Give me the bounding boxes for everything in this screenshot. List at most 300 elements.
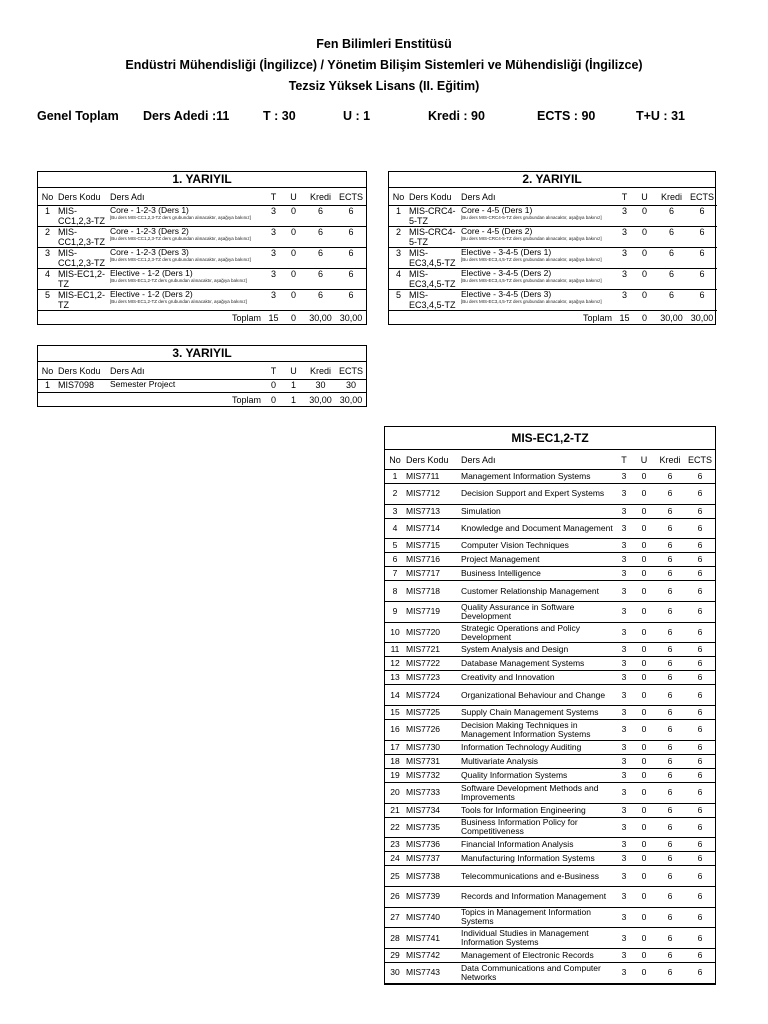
course-name: Manufacturing Information Systems — [461, 853, 595, 864]
course-code: MIS7724 — [406, 689, 441, 700]
course-kredi: 6 — [317, 248, 323, 258]
course-t: 3 — [621, 585, 627, 596]
summary-ects: ECTS : 90 — [537, 109, 596, 123]
course-kredi: 6 — [668, 206, 674, 216]
course-row — [389, 206, 717, 227]
col-kredi: Kredi — [656, 188, 687, 206]
course-u: 0 — [641, 523, 647, 534]
course-u: 1 — [290, 380, 296, 390]
institute-title: Fen Bilimleri Enstitüsü — [316, 37, 452, 51]
course-code: MIS7732 — [406, 769, 441, 780]
semester-2-table — [388, 171, 716, 325]
course-code: MIS7098 — [58, 380, 95, 390]
elective-row — [385, 886, 715, 907]
course-u: 0 — [641, 585, 647, 596]
course-row — [38, 380, 366, 393]
course-t: 3 — [621, 505, 627, 516]
elective-title: MIS-EC1,2-TZ — [385, 427, 715, 450]
elective-row — [385, 622, 715, 643]
col-u: U — [633, 450, 655, 470]
course-u: 0 — [641, 707, 647, 718]
course-row — [389, 227, 717, 248]
course-name: Decision Support and Expert Systems — [461, 488, 605, 499]
course-ects: 6 — [697, 707, 703, 718]
course-ects: 6 — [697, 787, 703, 798]
elective-row — [385, 657, 715, 671]
summary-u: U : 1 — [343, 109, 371, 123]
course-ects: 6 — [697, 488, 703, 499]
course-no: 12 — [390, 658, 400, 669]
course-name: Quality Information Systems — [461, 769, 568, 780]
col-kredi: Kredi — [305, 188, 336, 206]
course-ects: 6 — [697, 839, 703, 850]
course-note: [Bu ders MIS-EC1,2-TZ ders grubundan alınacaktır, aşağıya bakınız] — [110, 278, 247, 283]
course-no: 29 — [390, 949, 400, 960]
course-no: 2 — [392, 488, 398, 499]
course-note: [Bu ders MIS-EC3,4,5-TZ ders grubundan alınacaktır, aşağıya bakınız] — [461, 257, 602, 262]
course-kredi: 6 — [667, 644, 673, 655]
course-name: Software Development Methods and Improvements — [461, 782, 599, 802]
course-no: 9 — [392, 606, 398, 617]
summary-bar — [37, 109, 737, 125]
elective-row — [385, 504, 715, 518]
course-kredi: 6 — [667, 839, 673, 850]
course-no: 15 — [390, 707, 400, 718]
course-name: Topics in Management Information Systems — [461, 907, 591, 927]
elective-row — [385, 470, 715, 484]
course-t: 3 — [621, 932, 627, 943]
course-no: 22 — [390, 821, 400, 832]
course-u: 0 — [290, 206, 296, 216]
total-row — [38, 311, 366, 325]
program-title: Endüstri Mühendisliği (İngilizce) / Yönetim Bilişim Sistemleri ve Mühendisliği (İngilizce) — [125, 58, 643, 72]
course-row — [389, 269, 717, 290]
course-note: [Bu ders MIS-CRC4-5-TZ ders grubundan alınacaktır, aşağıya bakınız] — [461, 236, 602, 241]
course-name: Computer Vision Techniques — [461, 540, 569, 551]
elective-row — [385, 782, 715, 803]
course-ects: 6 — [699, 206, 705, 216]
course-kredi: 6 — [667, 471, 673, 481]
course-name: Elective - 3-4-5 (Ders 1) — [461, 247, 552, 257]
elective-row — [385, 484, 715, 505]
course-row — [38, 227, 366, 248]
course-name: Supply Chain Management Systems — [461, 707, 599, 718]
course-t: 3 — [270, 290, 276, 300]
course-ects: 6 — [697, 505, 703, 516]
summary-tu: T+U : 31 — [636, 109, 685, 123]
course-name-cell — [460, 248, 616, 269]
course-kredi: 6 — [667, 568, 673, 579]
course-no: 26 — [390, 891, 400, 902]
course-t: 3 — [621, 206, 627, 216]
course-u: 0 — [641, 949, 647, 960]
course-ects: 6 — [697, 689, 703, 700]
elective-row — [385, 539, 715, 553]
course-name: Core - 1-2-3 (Ders 1) — [110, 205, 189, 215]
course-code: MIS7720 — [406, 627, 441, 638]
course-ects: 6 — [697, 658, 703, 669]
col-t: T — [265, 362, 282, 380]
course-code: MIS7718 — [406, 585, 441, 596]
course-ects: 6 — [697, 755, 703, 766]
course-kredi: 6 — [667, 755, 673, 766]
course-no: 13 — [390, 672, 400, 683]
course-u: 0 — [641, 787, 647, 798]
course-kredi: 6 — [668, 290, 674, 300]
course-name-cell — [460, 290, 616, 311]
total-u: 0 — [641, 312, 647, 323]
course-name: Project Management — [461, 554, 540, 565]
summary-ders-adedi: Ders Adedi :11 — [143, 109, 230, 123]
course-kredi: 6 — [667, 911, 673, 922]
course-code: MIS-CC1,2,3-TZ — [58, 227, 106, 247]
course-u: 0 — [641, 269, 647, 279]
course-u: 0 — [290, 290, 296, 300]
course-u: 0 — [641, 606, 647, 617]
course-ects: 6 — [697, 523, 703, 534]
course-row — [389, 248, 717, 269]
elective-row — [385, 671, 715, 685]
course-no: 2 — [44, 227, 50, 237]
sem2-title: 2. YARIYIL — [389, 172, 715, 188]
course-name: Core - 4-5 (Ders 1) — [461, 205, 533, 215]
course-u: 0 — [641, 248, 647, 258]
course-u: 0 — [641, 821, 647, 832]
course-kredi: 6 — [667, 853, 673, 864]
col-t: T — [265, 188, 282, 206]
course-kredi: 6 — [667, 724, 673, 735]
elective-row — [385, 740, 715, 754]
course-code: MIS7740 — [406, 911, 441, 922]
course-ects: 6 — [697, 911, 703, 922]
course-t: 3 — [621, 627, 627, 638]
col-ects: ECTS — [687, 188, 717, 206]
course-no: 23 — [390, 839, 400, 850]
course-t: 3 — [621, 967, 627, 978]
elective-row — [385, 643, 715, 657]
course-ects: 6 — [348, 227, 354, 237]
course-ects: 6 — [348, 248, 354, 258]
course-t: 3 — [621, 949, 627, 960]
course-note: [Bu ders MIS-CC1,2,3-TZ ders grubundan alınacaktır, aşağıya bakınız] — [110, 215, 251, 220]
semester-1-table — [37, 171, 367, 325]
col-t: T — [616, 188, 633, 206]
course-t: 3 — [621, 804, 627, 815]
col-u: U — [633, 188, 656, 206]
course-kredi: 6 — [668, 248, 674, 258]
course-t: 3 — [621, 741, 627, 752]
elective-row — [385, 706, 715, 720]
course-ects: 30 — [345, 380, 356, 390]
col-u: U — [282, 362, 305, 380]
course-name-cell — [460, 227, 616, 248]
course-t: 3 — [621, 755, 627, 766]
course-u: 0 — [641, 853, 647, 864]
course-u: 0 — [641, 672, 647, 683]
course-name: Organizational Behaviour and Change — [461, 689, 606, 700]
elective-row — [385, 907, 715, 928]
course-name-cell — [109, 269, 265, 290]
col-kod: Ders Kodu — [405, 450, 460, 470]
course-u: 0 — [641, 689, 647, 700]
course-no: 6 — [392, 554, 398, 565]
course-name: Financial Information Analysis — [461, 839, 574, 850]
course-t: 3 — [621, 891, 627, 902]
course-ects: 6 — [697, 568, 703, 579]
course-no: 30 — [390, 967, 400, 978]
course-u: 0 — [641, 741, 647, 752]
course-name: Core - 1-2-3 (Ders 2) — [110, 226, 189, 236]
course-note: [Bu ders MIS-EC3,4,5-TZ ders grubundan alınacaktır, aşağıya bakınız] — [461, 299, 602, 304]
course-u: 0 — [641, 967, 647, 978]
course-u: 0 — [641, 839, 647, 850]
course-code: MIS7712 — [406, 488, 441, 499]
course-ects: 6 — [348, 269, 354, 279]
course-name: Quality Assurance in Software Development — [461, 601, 575, 621]
course-code: MIS-EC1,2-TZ — [58, 269, 106, 289]
summary-kredi: Kredi : 90 — [428, 109, 485, 123]
elective-row — [385, 581, 715, 602]
course-u: 0 — [641, 290, 647, 300]
course-kredi: 6 — [667, 787, 673, 798]
course-no: 17 — [390, 741, 400, 752]
course-code: MIS7741 — [406, 932, 441, 943]
course-t: 3 — [621, 248, 627, 258]
col-ad: Ders Adı — [460, 450, 615, 470]
course-no: 3 — [44, 248, 50, 258]
sem3-title: 3. YARIYIL — [38, 346, 366, 362]
course-name: Database Management Systems — [461, 658, 585, 669]
course-name: Decision Making Techniques in Management Information Systems — [461, 719, 591, 739]
course-kredi: 6 — [668, 227, 674, 237]
course-kredi: 6 — [668, 269, 674, 279]
course-no: 5 — [44, 290, 50, 300]
course-name: Data Communications and Computer Networks — [461, 962, 601, 982]
course-u: 0 — [290, 227, 296, 237]
course-u: 0 — [641, 206, 647, 216]
course-kredi: 6 — [667, 554, 673, 565]
course-u: 0 — [641, 227, 647, 237]
course-code: MIS7739 — [406, 891, 441, 902]
course-code: MIS7713 — [406, 505, 441, 516]
sem1-title: 1. YARIYIL — [38, 172, 366, 188]
course-row — [38, 206, 366, 227]
course-no: 4 — [395, 269, 401, 279]
course-name: Management of Electronic Records — [461, 949, 594, 960]
course-t: 3 — [270, 227, 276, 237]
course-code: MIS7735 — [406, 821, 441, 832]
course-ects: 6 — [697, 949, 703, 960]
col-kod: Ders Kodu — [57, 188, 109, 206]
course-name: Semester Project — [110, 379, 176, 389]
course-name-cell — [460, 269, 616, 290]
course-kredi: 6 — [667, 523, 673, 534]
course-no: 5 — [395, 290, 401, 300]
course-t: 3 — [621, 488, 627, 499]
course-kredi: 6 — [667, 741, 673, 752]
course-no: 1 — [395, 206, 401, 216]
course-code: MIS7721 — [406, 644, 441, 655]
total-label: Toplam — [231, 394, 261, 405]
course-kredi: 6 — [667, 707, 673, 718]
course-no: 4 — [392, 523, 398, 534]
col-ects: ECTS — [336, 188, 366, 206]
course-kredi: 6 — [667, 804, 673, 815]
course-code: MIS-EC1,2-TZ — [58, 290, 106, 310]
course-note: [Bu ders MIS-CC1,2,3-TZ ders grubundan alınacaktır, aşağıya bakınız] — [110, 236, 251, 241]
course-t: 3 — [621, 227, 627, 237]
course-name-cell — [109, 290, 265, 311]
course-name: Telecommunications and e-Business — [461, 870, 599, 881]
course-code: MIS7714 — [406, 523, 441, 534]
course-kredi: 6 — [317, 269, 323, 279]
course-name-cell — [109, 380, 265, 393]
course-u: 0 — [290, 248, 296, 258]
course-t: 3 — [621, 290, 627, 300]
col-kredi: Kredi — [305, 362, 336, 380]
course-code: MIS7736 — [406, 839, 441, 850]
col-ad: Ders Adı — [460, 188, 616, 206]
course-code: MIS7731 — [406, 755, 441, 766]
course-ects: 6 — [348, 290, 354, 300]
elective-row — [385, 803, 715, 817]
course-code: MIS7726 — [406, 724, 441, 735]
elective-row — [385, 602, 715, 623]
course-no: 3 — [392, 505, 398, 516]
course-name: Tools for Information Engineering — [461, 804, 586, 815]
course-no: 11 — [390, 644, 400, 655]
course-kredi: 6 — [667, 949, 673, 960]
course-name: Elective - 3-4-5 (Ders 2) — [461, 268, 552, 278]
course-code: MIS-CRC4-5-TZ — [409, 227, 456, 247]
total-u: 1 — [290, 394, 296, 405]
course-t: 3 — [621, 689, 627, 700]
course-t: 0 — [270, 380, 276, 390]
course-ects: 6 — [697, 804, 703, 815]
elective-row — [385, 852, 715, 866]
course-ects: 6 — [697, 644, 703, 655]
course-name: Information Technology Auditing — [461, 741, 582, 752]
col-ects: ECTS — [336, 362, 366, 380]
course-u: 0 — [641, 891, 647, 902]
course-code: MIS7730 — [406, 741, 441, 752]
elective-row — [385, 962, 715, 983]
total-t: 0 — [270, 394, 276, 405]
course-ects: 6 — [697, 870, 703, 881]
course-no: 21 — [390, 804, 400, 815]
course-t: 3 — [621, 707, 627, 718]
course-kredi: 6 — [667, 769, 673, 780]
course-kredi: 6 — [667, 672, 673, 683]
total-ects: 30,00 — [339, 394, 363, 405]
course-name: Individual Studies in Management Information Systems — [461, 928, 589, 948]
course-t: 3 — [621, 644, 627, 655]
elective-group-table — [384, 426, 716, 985]
course-code: MIS7722 — [406, 658, 441, 669]
course-ects: 6 — [697, 967, 703, 978]
course-row — [38, 269, 366, 290]
course-t: 3 — [621, 540, 627, 551]
course-kredi: 6 — [667, 891, 673, 902]
course-code: MIS-CC1,2,3-TZ — [58, 248, 106, 268]
course-no: 8 — [392, 585, 398, 596]
course-no: 1 — [44, 380, 50, 390]
course-code: MIS7733 — [406, 787, 441, 798]
course-t: 3 — [270, 248, 276, 258]
course-name: Elective - 1-2 (Ders 1) — [110, 268, 193, 278]
course-ects: 6 — [697, 540, 703, 551]
course-u: 0 — [641, 568, 647, 579]
course-kredi: 6 — [317, 206, 323, 216]
course-name: Strategic Operations and Policy Development — [461, 622, 581, 642]
course-t: 3 — [621, 839, 627, 850]
course-name: Business Intelligence — [461, 568, 541, 579]
course-t: 3 — [621, 821, 627, 832]
course-name: Elective - 1-2 (Ders 2) — [110, 289, 193, 299]
elective-row — [385, 553, 715, 567]
course-no: 19 — [390, 769, 400, 780]
course-no: 2 — [395, 227, 401, 237]
elective-row — [385, 567, 715, 581]
elective-row — [385, 838, 715, 852]
course-t: 3 — [621, 568, 627, 579]
course-row — [38, 290, 366, 311]
elective-row — [385, 948, 715, 962]
course-name: System Analysis and Design — [461, 644, 569, 655]
course-u: 0 — [641, 627, 647, 638]
course-note: [Bu ders MIS-EC1,2-TZ ders grubundan alınacaktır, aşağıya bakınız] — [110, 299, 247, 304]
course-ects: 6 — [699, 227, 705, 237]
course-ects: 6 — [697, 672, 703, 683]
course-u: 0 — [641, 488, 647, 499]
course-ects: 6 — [697, 724, 703, 735]
course-t: 3 — [621, 471, 627, 481]
course-code: MIS7717 — [406, 568, 441, 579]
total-ects: 30,00 — [339, 312, 363, 323]
course-name: Core - 1-2-3 (Ders 3) — [110, 247, 189, 257]
course-no: 20 — [390, 787, 400, 798]
course-kredi: 6 — [667, 821, 673, 832]
course-note: [Bu ders MIS-EC3,4,5-TZ ders grubundan alınacaktır, aşağıya bakınız] — [461, 278, 602, 283]
course-t: 3 — [621, 769, 627, 780]
course-u: 0 — [641, 724, 647, 735]
course-kredi: 6 — [667, 585, 673, 596]
course-code: MIS7711 — [406, 471, 440, 481]
elective-row — [385, 768, 715, 782]
elective-row — [385, 685, 715, 706]
col-kod: Ders Kodu — [57, 362, 109, 380]
course-code: MIS7716 — [406, 554, 441, 565]
course-u: 0 — [641, 554, 647, 565]
col-no: No — [38, 362, 57, 380]
course-kredi: 6 — [317, 227, 323, 237]
course-no: 28 — [390, 932, 400, 943]
course-code: MIS-EC3,4,5-TZ — [409, 290, 456, 310]
course-ects: 6 — [697, 821, 703, 832]
course-no: 25 — [390, 870, 400, 881]
col-t: T — [615, 450, 633, 470]
course-ects: 6 — [697, 606, 703, 617]
course-u: 0 — [641, 932, 647, 943]
course-t: 3 — [621, 724, 627, 735]
col-ects: ECTS — [685, 450, 715, 470]
course-no: 24 — [390, 853, 400, 864]
total-label: Toplam — [231, 312, 261, 323]
course-name-cell — [109, 227, 265, 248]
course-ects: 6 — [699, 248, 705, 258]
course-code: MIS-CC1,2,3-TZ — [58, 206, 106, 226]
col-ad: Ders Adı — [109, 362, 265, 380]
